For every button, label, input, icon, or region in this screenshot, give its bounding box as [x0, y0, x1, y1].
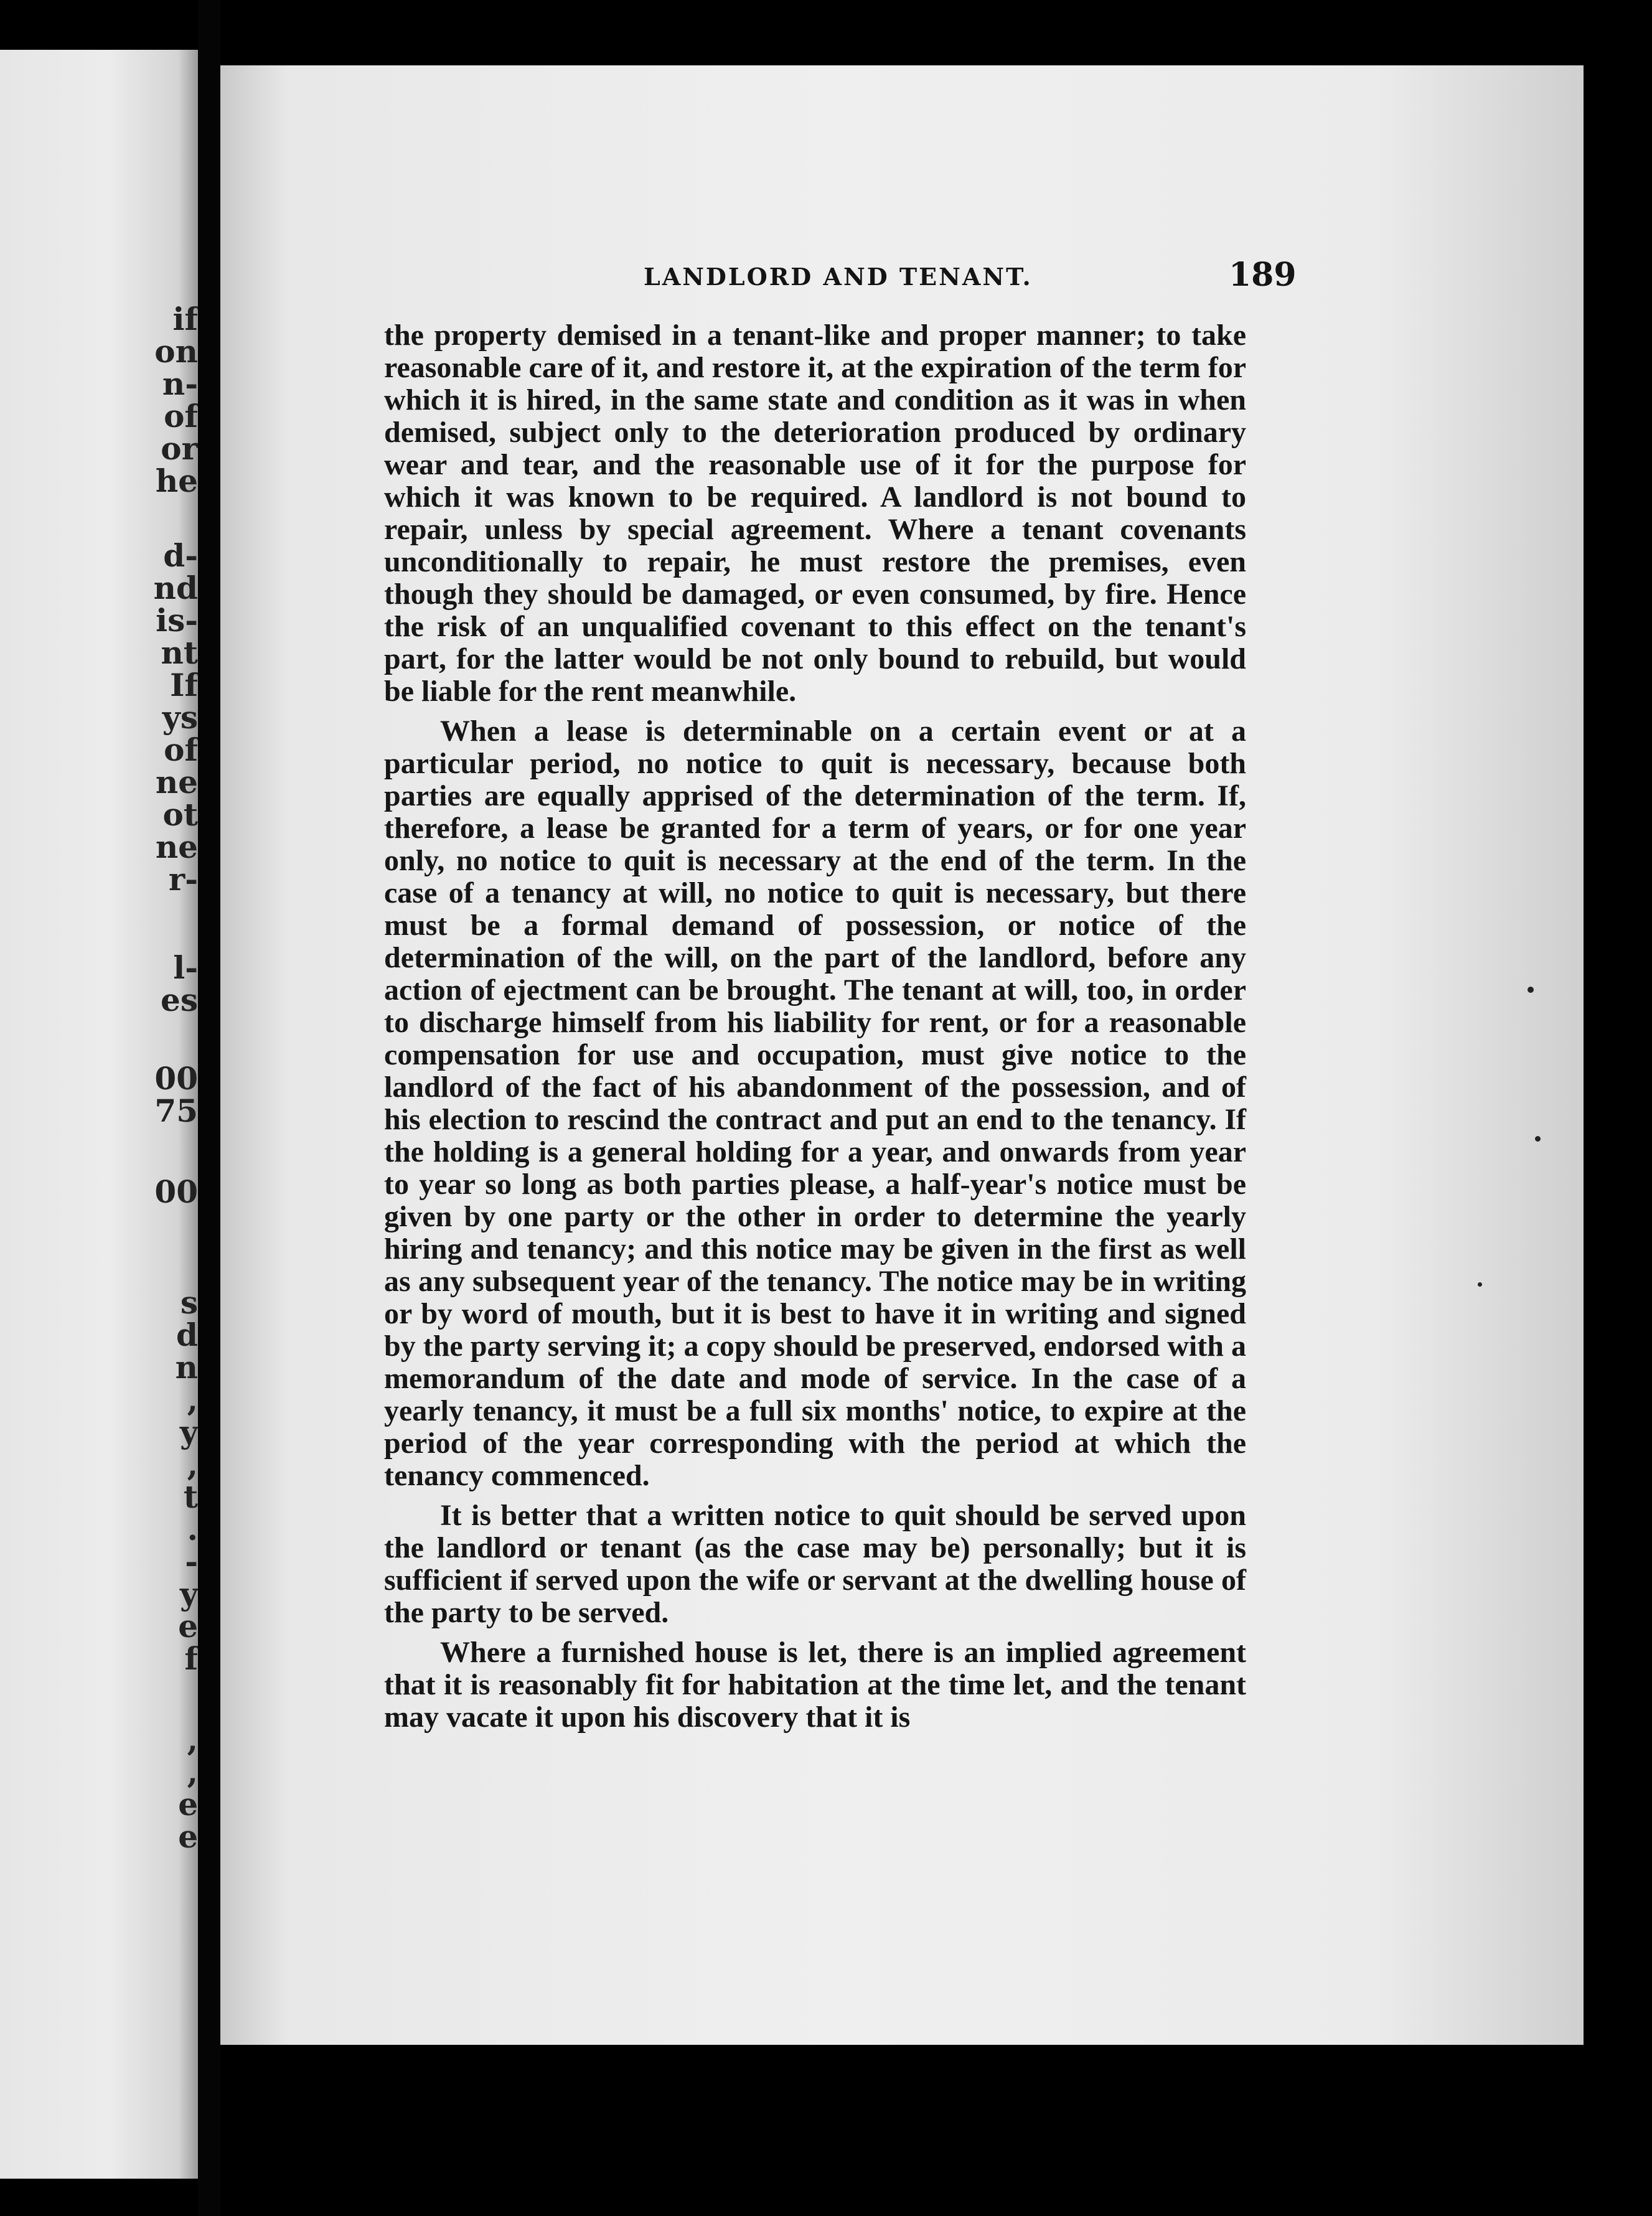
facing-page-fragment: 75: [154, 1092, 198, 1129]
facing-page-fragment: on: [154, 333, 198, 370]
running-head: LANDLORD AND TENANT.: [644, 263, 1033, 291]
facing-page-fragment: ot: [162, 796, 198, 833]
facing-page-fragment: if: [172, 301, 198, 337]
facing-page-fragment: e: [178, 1818, 198, 1855]
paragraph: It is better that a written notice to quit should be served upon the landlord or tenant (as the case may be) personally; but it is sufficient if served upon the wife or servant at the dwelling house of the party to be served.: [384, 1499, 1246, 1629]
facing-page-fragment: ne: [155, 764, 198, 800]
facing-page-fragment: ,: [187, 1721, 198, 1758]
book-page: [220, 65, 1584, 2045]
paragraph: the property demised in a tenant-like and proper manner; to take reasonable care of it, and restore it, at the expiration of the term for which it is hired, in the same state and condition as it was in when demised, subject only to the deterioration produced by ordinary wear and tear, and the reasonable use of it for the purpose for which it was known to be required. A landlord is not bound to repair, unless by special agreement. Where a tenant covenants unconditionally to repair, he must restore the premises, even though they should be damaged, or even consumed, by fire. Hence the risk of an unqualified covenant to this effect on the tenant's part, for the latter would be not only bound to rebuild, but would be liable for the rent meanwhile.: [384, 319, 1246, 708]
facing-page-fragment: or: [161, 430, 198, 467]
facing-page-fragment: s: [180, 1284, 198, 1321]
facing-page-fragment: .: [187, 1511, 198, 1547]
facing-page-fragment: y: [179, 1414, 198, 1450]
page-number: 189: [1229, 256, 1297, 294]
facing-page-fragment: he: [155, 462, 198, 499]
paragraph: When a lease is determinable on a certain event or at a particular period, no notice to quit is necessary, because both parties are equally apprised of the determination of the term. If, therefore, a lease be granted for a term of years, or for one year only, no notice to quit is necessary at the end of the term. In the case of a tenancy at will, no notice to quit is necessary, but there must be a formal demand of possession, or notice of the determination of the will, on the part of the landlord, before any action of ejectment can be brought. The tenant at will, too, in order to discharge himself from his liability for rent, or for a reasonable compensation for use and occupation, must give notice to the landlord of the fact of his abandonment of the possession, and of his election to rescind the contract and put an end to the tenancy. If the holding is a general holding for a year, and onwards from year to year so long as both parties please, a half-year's notice must be given by one party or the other in order to determine the yearly hiring and tenancy; and this notice may be given in the first as well as any subsequent year of the tenancy. The notice may be in writing or by word of mouth, but it is best to have it in writing and signed by the party serving it; a copy should be preserved, endorsed with a memorandum of the date and mode of service. In the case of a yearly tenancy, it must be a full six months' notice, to expire at the period of the year corresponding with the period at which the tenancy commenced.: [384, 715, 1246, 1492]
scan-speck: [1528, 987, 1534, 993]
facing-page-fragment: -: [185, 1543, 198, 1580]
facing-page-fragment: n-: [162, 365, 198, 402]
facing-page-fragment: If: [170, 667, 198, 703]
facing-page-fragment: d: [176, 1317, 198, 1353]
facing-page-fragment: of: [164, 731, 198, 768]
paragraph: Where a furnished house is let, there is an implied agreement that it is reasonably fit for habitation at the time let, and the tenant may vacate it upon his discovery that it is: [384, 1636, 1246, 1734]
facing-page-fragment: ,: [187, 1446, 198, 1483]
facing-page-fragment: n: [175, 1349, 198, 1386]
facing-page-fragment: is-: [156, 602, 198, 639]
facing-page-fragment: t: [183, 1478, 198, 1515]
book-gutter: [198, 0, 220, 2216]
facing-page-edge: [0, 50, 198, 2179]
scan-border: [1584, 0, 1652, 2216]
facing-page-fragment: 00: [154, 1060, 198, 1097]
facing-page-fragment: ys: [162, 699, 198, 736]
facing-page-fragment: nt: [161, 634, 198, 671]
facing-page-fragment: ne: [155, 829, 198, 865]
facing-page-fragment: d-: [163, 537, 198, 574]
facing-page-fragment: ,: [187, 1381, 198, 1418]
facing-page-fragment: 00: [154, 1173, 198, 1210]
facing-page-fragment: nd: [153, 570, 198, 606]
facing-page-fragment: y: [179, 1575, 198, 1612]
facing-page-fragment: l-: [173, 949, 198, 986]
page-body: [384, 319, 1246, 1741]
facing-page-fragment: f: [184, 1640, 198, 1677]
facing-page-fragment: r-: [168, 861, 198, 898]
scan-speck: [1535, 1136, 1541, 1142]
facing-page-fragment: es: [161, 982, 198, 1018]
facing-page-fragment: e: [178, 1786, 198, 1823]
facing-page-fragment: ,: [187, 1754, 198, 1790]
facing-page-fragment: e: [178, 1608, 198, 1645]
facing-page-fragment: of: [164, 398, 198, 434]
scan-speck: [1478, 1282, 1482, 1287]
